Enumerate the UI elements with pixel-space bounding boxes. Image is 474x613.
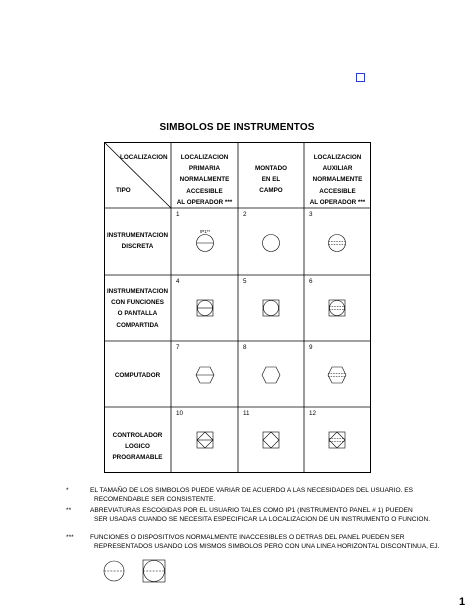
ip1-tag-label: IP1** — [200, 229, 211, 234]
symbol-1-icon — [197, 235, 214, 252]
symbol-8-icon — [262, 367, 280, 383]
cell-number: 9 — [309, 344, 313, 351]
header-location-label: LOCALIZACION — [120, 154, 168, 161]
row-label-plc: CONTROLADOR LOGICO PROGRAMABLE — [112, 432, 163, 462]
note-text: EL TAMAÑO DE LOS SIMBOLOS PUEDE VARIAR DE ACUERDO A LAS NECESIDADES DEL USUARIO. ES RECOMENDABLE SER CONSISTENTE. — [90, 487, 414, 503]
row-label-discrete: INSTRUMENTACION DISCRETA — [106, 232, 169, 251]
row-label-computer: COMPUTADOR — [114, 372, 161, 379]
header-auxiliary-location: LOCALIZACION AUXILIAR NORMALMENTE ACCESIBLE AL OPERADOR *** — [309, 154, 366, 206]
header-type-label: TIPO — [116, 187, 131, 194]
cell-number: 4 — [176, 278, 180, 285]
cell-number: 1 — [176, 211, 180, 218]
symbol-7-icon — [196, 367, 214, 383]
symbol-5-icon — [263, 300, 279, 316]
cell-number: 8 — [243, 344, 247, 351]
note-text: FUNCIONES O DISPOSITIVOS NORMALMENTE INACCESIBLES O DETRAS DEL PANEL PUEDEN SER REPRESENTADOS USANDO LOS MISMOS SIMBOLOS PERO CON UNA LINEA HORIZONTAL DISCONTINUA, EJ. — [90, 534, 440, 550]
note-text: ABREVIATURAS ESCOGIDAS POR EL USUARIO TALES COMO IP1 (INSTRUMENTO PANEL # 1) PUEDEN SER USADAS CUANDO SE NECESITA ESPECIFICAR LA LOCALIZACION DE UN INSTRUMENTO O FUNCION. — [90, 507, 431, 523]
row-label-shared-display: INSTRUMENTACION CON FUNCIONES O PANTALLA COMPARTIDA — [106, 288, 169, 329]
symbol-9-icon — [328, 367, 346, 383]
cell-number: 7 — [176, 344, 180, 351]
symbol-10-icon — [197, 432, 213, 448]
page-number: 1 — [459, 596, 466, 608]
corner-checkbox-icon — [356, 73, 365, 82]
symbol-4-icon — [197, 300, 213, 316]
header-field-mounted: MONTADO EN EL CAMPO — [254, 165, 288, 195]
page-title: SIMBOLOS DE INSTRUMENTOS — [159, 122, 315, 133]
note-marker: *** — [66, 534, 74, 541]
symbol-12-icon — [329, 432, 345, 448]
header-primary-location: LOCALIZACION PRIMARIA NORMALMENTE ACCESIBLE AL OPERADOR *** — [176, 154, 233, 206]
symbol-6-icon — [329, 300, 345, 316]
cell-number: 10 — [176, 410, 184, 417]
cell-number: 11 — [243, 410, 250, 417]
symbol-3-icon — [329, 235, 346, 252]
symbol-2-icon — [263, 235, 280, 252]
cell-number: 12 — [309, 410, 317, 417]
note-marker: * — [66, 487, 69, 494]
note-marker: ** — [66, 507, 72, 514]
example-square-circle-dashed-icon — [143, 560, 165, 582]
cell-number: 6 — [309, 278, 313, 285]
example-circle-dashed-icon — [104, 561, 124, 581]
symbol-11-icon — [263, 432, 279, 448]
cell-number: 3 — [309, 211, 313, 218]
dashed-line-example-symbols — [100, 556, 170, 586]
cell-number: 5 — [243, 278, 247, 285]
cell-number: 2 — [243, 211, 247, 218]
